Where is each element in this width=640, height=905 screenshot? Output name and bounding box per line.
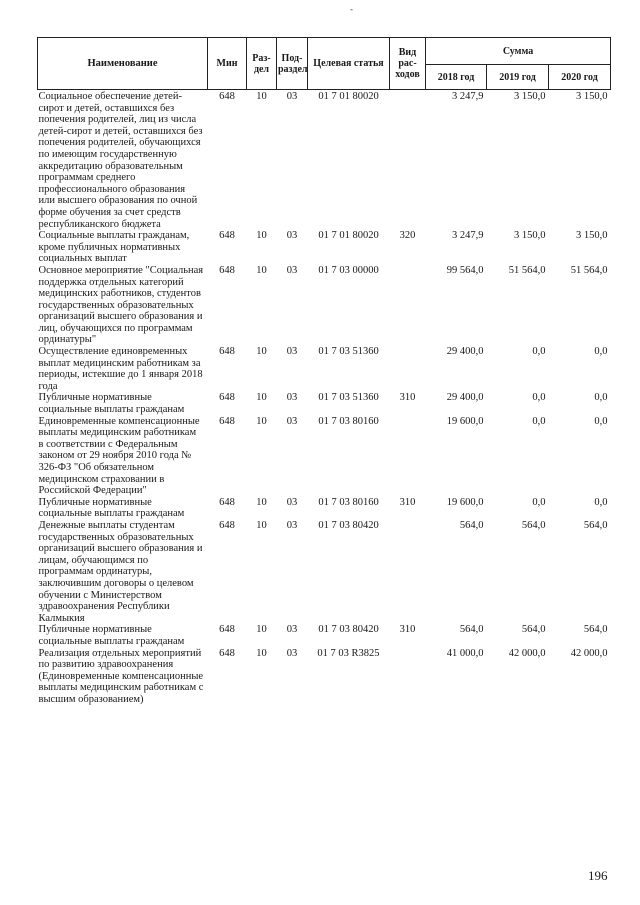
table-header — [38, 38, 611, 90]
cell-razdel: 10 — [256, 91, 267, 102]
cell-2020: 564,0 — [583, 519, 608, 531]
header-2018: 2018 год — [426, 65, 487, 90]
table-row — [38, 520, 611, 624]
cell-2020: 51 564,0 — [570, 264, 608, 276]
cell-podrazdel: 03 — [286, 230, 298, 242]
cell-min: 648 — [219, 647, 235, 659]
cell-podrazdel: 03 — [286, 647, 298, 659]
cell-target: 01 7 01 80020 — [318, 230, 379, 242]
budget-table — [37, 37, 611, 705]
cell-target: 01 7 03 80160 — [318, 496, 379, 508]
cell-2020: 0,0 — [594, 415, 608, 427]
header-2020: 2020 год — [549, 65, 611, 90]
budget-table-wrapper — [37, 37, 610, 705]
cell-min: 648 — [219, 264, 235, 276]
page-number: 196 — [588, 868, 608, 883]
cell-razdel: 10 — [256, 346, 267, 358]
cell-min: 648 — [219, 91, 235, 102]
cell-razdel: 10 — [256, 624, 267, 636]
cell-name: Денежные выплаты студентам государственных образовательных организаций высшего образования и лицам, обучающимся по программам ординатуры, заключившим договоры о целевом обучении с Министерством здравоохранения Республики Калмыкия — [38, 519, 203, 624]
cell-2020: 564,0 — [583, 624, 608, 636]
cell-razdel: 10 — [256, 415, 267, 427]
cell-vid: 310 — [399, 392, 416, 404]
cell-name: Социальные выплаты гражданам, кроме публичных нормативных социальных выплат — [38, 230, 190, 265]
header-podrazdel: Под-раздел — [277, 38, 308, 90]
header-name: Наименование — [38, 38, 208, 90]
cell-razdel: 10 — [256, 519, 267, 531]
table-row — [38, 624, 611, 647]
table-row — [38, 416, 611, 497]
table-body — [38, 90, 611, 706]
cell-vid: 310 — [399, 496, 416, 508]
cell-razdel: 10 — [256, 647, 267, 659]
cell-podrazdel: 03 — [286, 496, 298, 508]
cell-vid — [390, 648, 426, 706]
header-razdel: Раз-дел — [247, 38, 277, 90]
cell-2018: 19 600,0 — [446, 415, 484, 427]
cell-2018: 99 564,0 — [446, 264, 484, 276]
cell-name: Единовременные компенсационные выплаты медицинским работникам в соответствии с Федеральным законом от 29 ноября 2010 года № 326-ФЗ "Об обязательном медицинском страховании в Российской Федерации" — [38, 415, 200, 497]
cell-2019: 42 000,0 — [508, 647, 546, 659]
cell-2018: 3 247,9 — [452, 230, 484, 242]
table-row — [38, 230, 611, 265]
cell-2019: 51 564,0 — [508, 264, 546, 276]
header-2019: 2019 год — [487, 65, 549, 90]
table-row — [38, 265, 611, 346]
cell-name: Публичные нормативные социальные выплаты гражданам — [38, 392, 185, 416]
cell-target: 01 7 03 51360 — [318, 392, 379, 404]
cell-podrazdel: 03 — [286, 519, 298, 531]
cell-2019: 0,0 — [532, 496, 546, 508]
cell-razdel: 10 — [256, 496, 267, 508]
cell-2019: 3 150,0 — [514, 230, 546, 242]
cell-2019: 564,0 — [521, 624, 546, 636]
cell-2020: 0,0 — [594, 496, 608, 508]
cell-2018: 3 247,9 — [452, 91, 484, 102]
header-min: Мин — [208, 38, 247, 90]
cell-2018: 29 400,0 — [446, 392, 484, 404]
cell-vid — [390, 265, 426, 346]
top-mark: - — [350, 4, 353, 14]
cell-vid — [390, 346, 426, 392]
cell-name: Реализация отдельных мероприятий по развитию здравоохранения (Единовременные компенсационные выплаты медицинским работникам с высшим образованием) — [38, 647, 204, 705]
cell-2020: 0,0 — [594, 346, 608, 358]
cell-target: 01 7 03 R3825 — [317, 647, 380, 659]
cell-vid: 320 — [399, 230, 416, 242]
cell-2018: 41 000,0 — [446, 647, 484, 659]
cell-vid: 310 — [399, 624, 416, 636]
cell-vid — [390, 416, 426, 497]
cell-2020: 3 150,0 — [576, 91, 608, 102]
header-target: Целевая статья — [308, 38, 390, 90]
table-row — [38, 648, 611, 706]
cell-vid — [390, 520, 426, 624]
cell-podrazdel: 03 — [286, 91, 298, 102]
cell-name: Осуществление единовременных выплат медицинским работникам за периоды, истекшие до 1 января 2018 года — [38, 346, 203, 392]
cell-vid — [390, 90, 426, 231]
cell-target: 01 7 03 80420 — [318, 519, 379, 531]
cell-min: 648 — [219, 624, 235, 636]
cell-min: 648 — [219, 415, 235, 427]
cell-podrazdel: 03 — [286, 392, 298, 404]
cell-podrazdel: 03 — [286, 415, 298, 427]
cell-name: Публичные нормативные социальные выплаты гражданам — [38, 624, 185, 647]
cell-target: 01 7 01 80020 — [318, 91, 379, 102]
cell-podrazdel: 03 — [286, 624, 298, 636]
cell-2018: 564,0 — [459, 624, 484, 636]
cell-min: 648 — [219, 519, 235, 531]
cell-podrazdel: 03 — [286, 264, 298, 276]
cell-razdel: 10 — [256, 392, 267, 404]
cell-razdel: 10 — [256, 264, 267, 276]
cell-2019: 0,0 — [532, 392, 546, 404]
table-row — [38, 90, 611, 231]
cell-2019: 564,0 — [521, 519, 546, 531]
cell-podrazdel: 03 — [286, 346, 298, 358]
cell-name: Социальное обеспечение детей-сирот и детей, оставшихся без попечения родителей, лиц из числа детей-сирот и детей, оставшихся без попечения родителей, обучающихся по имеющим государственную аккредитацию образовательным программам среднего профессионального образования или высшего образования по очной форме обучения за счет средств республиканского бюджета — [38, 91, 203, 230]
table-row — [38, 392, 611, 415]
cell-target: 01 7 03 80420 — [318, 624, 379, 636]
cell-name: Публичные нормативные социальные выплаты гражданам — [38, 496, 185, 520]
cell-target: 01 7 03 51360 — [318, 346, 379, 358]
table-row — [38, 497, 611, 520]
cell-2020: 0,0 — [594, 392, 608, 404]
cell-2019: 0,0 — [532, 346, 546, 358]
cell-2019: 0,0 — [532, 415, 546, 427]
cell-min: 648 — [219, 346, 235, 358]
table-row — [38, 346, 611, 392]
header-vid: Вид рас-ходов — [390, 38, 426, 90]
cell-name: Основное мероприятие "Социальная поддержка отдельных категорий медицинских работников, студентов государственных образовательных организаций высшего образования и лиц, обучающихся по программам ординатуры" — [38, 264, 204, 346]
cell-2018: 564,0 — [459, 519, 484, 531]
cell-2019: 3 150,0 — [514, 91, 546, 102]
cell-min: 648 — [219, 230, 235, 242]
cell-target: 01 7 03 80160 — [318, 415, 379, 427]
cell-2020: 42 000,0 — [570, 647, 608, 659]
cell-2020: 3 150,0 — [576, 230, 608, 242]
cell-min: 648 — [219, 392, 235, 404]
header-sum: Сумма — [426, 38, 611, 65]
cell-2018: 29 400,0 — [446, 346, 484, 358]
cell-target: 01 7 03 00000 — [318, 264, 379, 276]
cell-razdel: 10 — [256, 230, 267, 242]
cell-2018: 19 600,0 — [446, 496, 484, 508]
cell-min: 648 — [219, 496, 235, 508]
